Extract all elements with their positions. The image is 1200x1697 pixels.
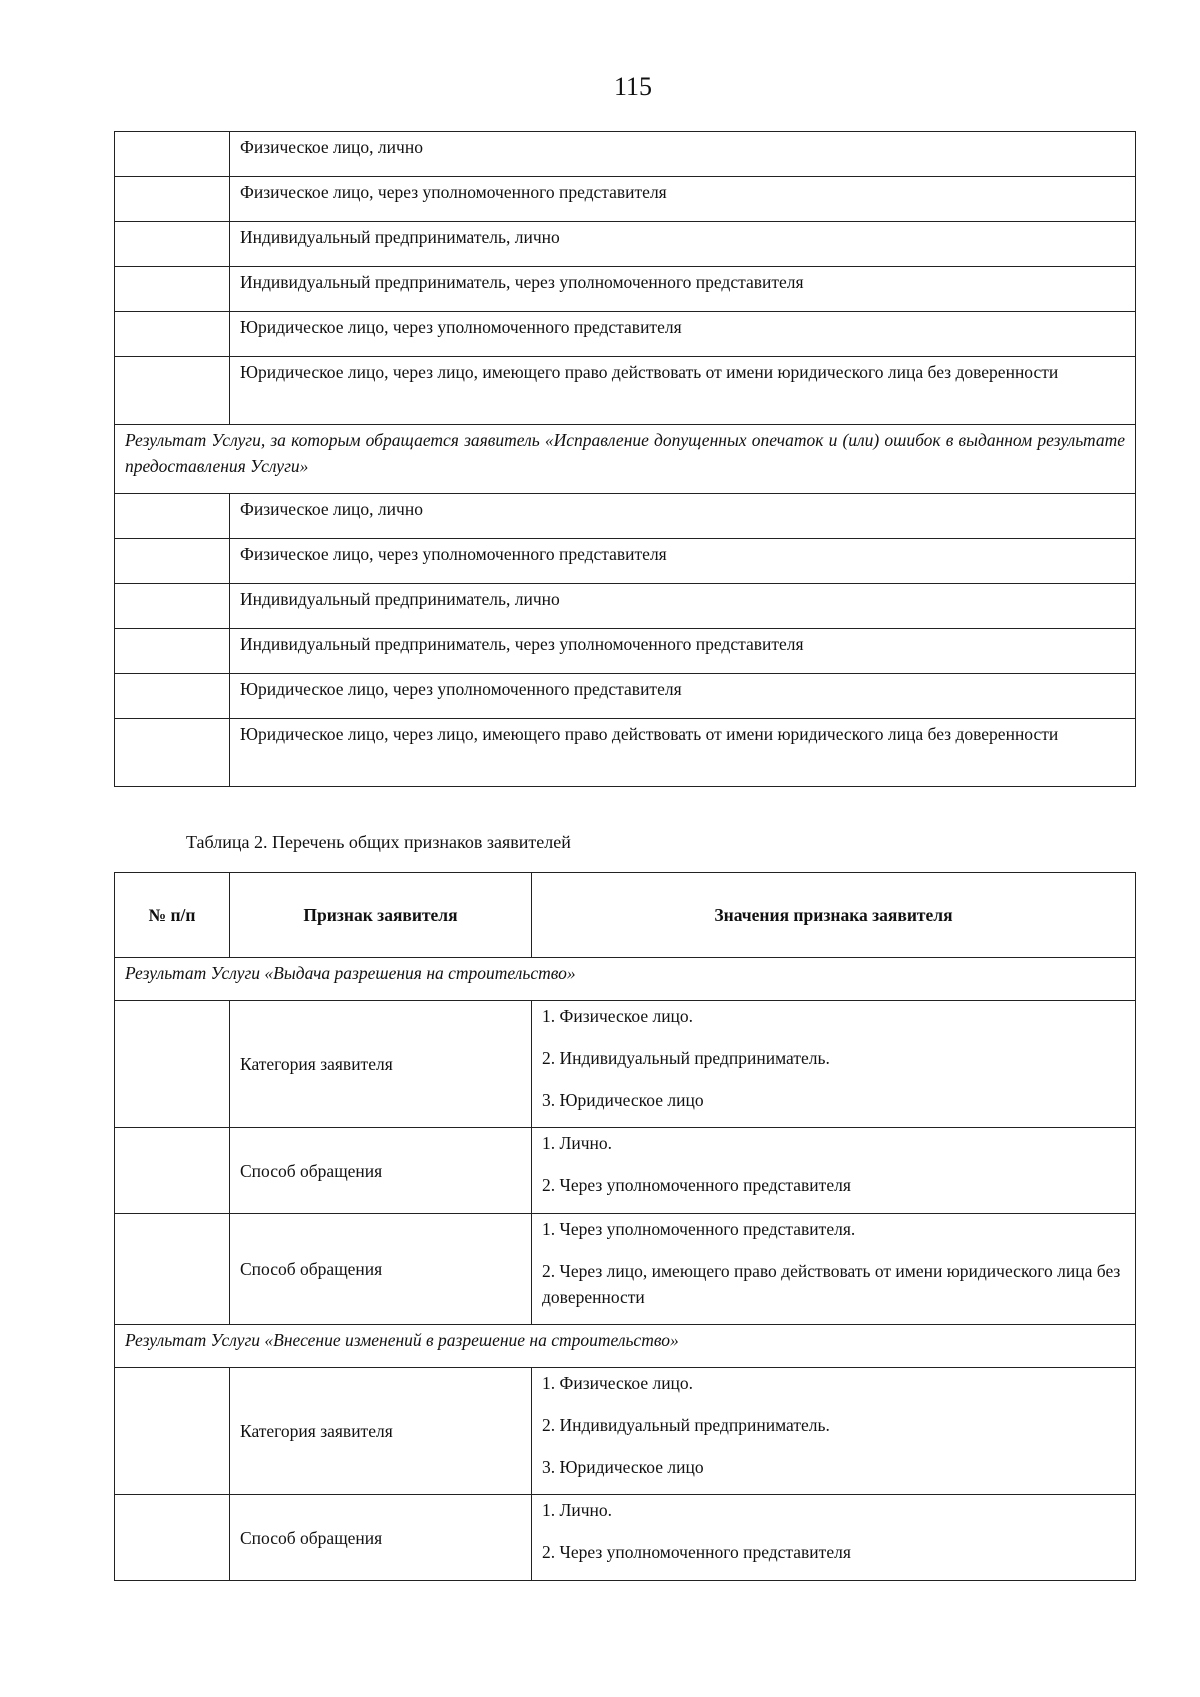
table-row [115, 719, 1136, 787]
option-cell: Физическое лицо, лично [230, 132, 1136, 177]
values-cell [532, 1214, 1136, 1325]
table-row [115, 1128, 1136, 1214]
number-cell [115, 1001, 230, 1128]
empty-cell [115, 177, 230, 222]
value-item: 1. Через уполномоченного представителя. [542, 1219, 856, 1239]
option-cell: Физическое лицо, лично [230, 494, 1136, 539]
column-header-number: № п/п [115, 873, 230, 958]
option-cell: Индивидуальный предприниматель, через уполномоченного представителя [230, 629, 1136, 674]
table-row [115, 132, 1136, 177]
value-item: 1. Физическое лицо. [542, 1006, 694, 1026]
empty-cell [115, 584, 230, 629]
table-row [115, 1001, 1136, 1128]
number-cell [115, 1368, 230, 1495]
empty-cell [115, 222, 230, 267]
feature-cell: Способ обращения [230, 1214, 532, 1325]
table-caption: Таблица 2. Перечень общих признаков заявителей [186, 832, 571, 852]
feature-cell: Категория заявителя [230, 1001, 532, 1128]
column-header-values: Значения признака заявителя [532, 873, 1136, 958]
section-row [115, 958, 1136, 1001]
empty-cell [115, 674, 230, 719]
values-cell [532, 1128, 1136, 1214]
value-item: 3. Юридическое лицо [542, 1457, 704, 1477]
value-item: 2. Через лицо, имеющего право действовать от имени юридического лица без доверенности [542, 1261, 1121, 1307]
empty-cell [115, 494, 230, 539]
applicant-options-table [114, 131, 1136, 787]
page-number: 115 [613, 72, 653, 101]
value-item: 2. Через уполномоченного представителя [542, 1175, 851, 1195]
number-cell [115, 1214, 230, 1325]
value-item: 2. Индивидуальный предприниматель. [542, 1048, 830, 1068]
table-row [115, 629, 1136, 674]
table-row [115, 1368, 1136, 1495]
empty-cell [115, 629, 230, 674]
table-row [115, 267, 1136, 312]
value-item: 1. Лично. [542, 1133, 613, 1153]
section-row [115, 425, 1136, 494]
empty-cell [115, 357, 230, 425]
section-heading: Результат Услуги, за которым обращается заявитель «Исправление допущенных опечаток и (или) ошибок в выданном результате предоставления Услуги» [115, 425, 1136, 494]
table-row [115, 1495, 1136, 1581]
table-row [115, 222, 1136, 267]
option-cell: Юридическое лицо, через лицо, имеющего право действовать от имени юридического лица без доверенности [230, 357, 1136, 425]
header-row [115, 873, 1136, 958]
option-cell: Юридическое лицо, через уполномоченного представителя [230, 674, 1136, 719]
section-row [115, 1325, 1136, 1368]
number-cell [115, 1495, 230, 1581]
empty-cell [115, 267, 230, 312]
option-cell: Юридическое лицо, через уполномоченного представителя [230, 312, 1136, 357]
option-cell: Юридическое лицо, через лицо, имеющего право действовать от имени юридического лица без доверенности [230, 719, 1136, 787]
feature-cell: Способ обращения [230, 1128, 532, 1214]
table-row [115, 674, 1136, 719]
option-cell: Индивидуальный предприниматель, лично [230, 584, 1136, 629]
feature-cell: Категория заявителя [230, 1368, 532, 1495]
number-cell [115, 1128, 230, 1214]
value-item: 1. Физическое лицо. [542, 1373, 694, 1393]
values-cell [532, 1495, 1136, 1581]
value-item: 2. Индивидуальный предприниматель. [542, 1415, 830, 1435]
feature-cell: Способ обращения [230, 1495, 532, 1581]
column-header-feature: Признак заявителя [230, 873, 532, 958]
value-item: 1. Лично. [542, 1500, 613, 1520]
values-cell [532, 1368, 1136, 1495]
table-row [115, 539, 1136, 584]
option-cell: Физическое лицо, через уполномоченного представителя [230, 177, 1136, 222]
value-item: 2. Через уполномоченного представителя [542, 1542, 851, 1562]
table-row [115, 177, 1136, 222]
empty-cell [115, 312, 230, 357]
values-cell [532, 1001, 1136, 1128]
empty-cell [115, 539, 230, 584]
option-cell: Индивидуальный предприниматель, лично [230, 222, 1136, 267]
table-row [115, 494, 1136, 539]
table-row [115, 584, 1136, 629]
empty-cell [115, 719, 230, 787]
table-row [115, 1214, 1136, 1325]
option-cell: Физическое лицо, через уполномоченного представителя [230, 539, 1136, 584]
table-row [115, 312, 1136, 357]
option-cell: Индивидуальный предприниматель, через уполномоченного представителя [230, 267, 1136, 312]
section-heading: Результат Услуги «Внесение изменений в разрешение на строительство» [115, 1325, 1136, 1368]
empty-cell [115, 132, 230, 177]
section-heading: Результат Услуги «Выдача разрешения на строительство» [115, 958, 1136, 1001]
value-item: 3. Юридическое лицо [542, 1090, 704, 1110]
table-row [115, 357, 1136, 425]
applicant-features-table [114, 872, 1136, 1581]
